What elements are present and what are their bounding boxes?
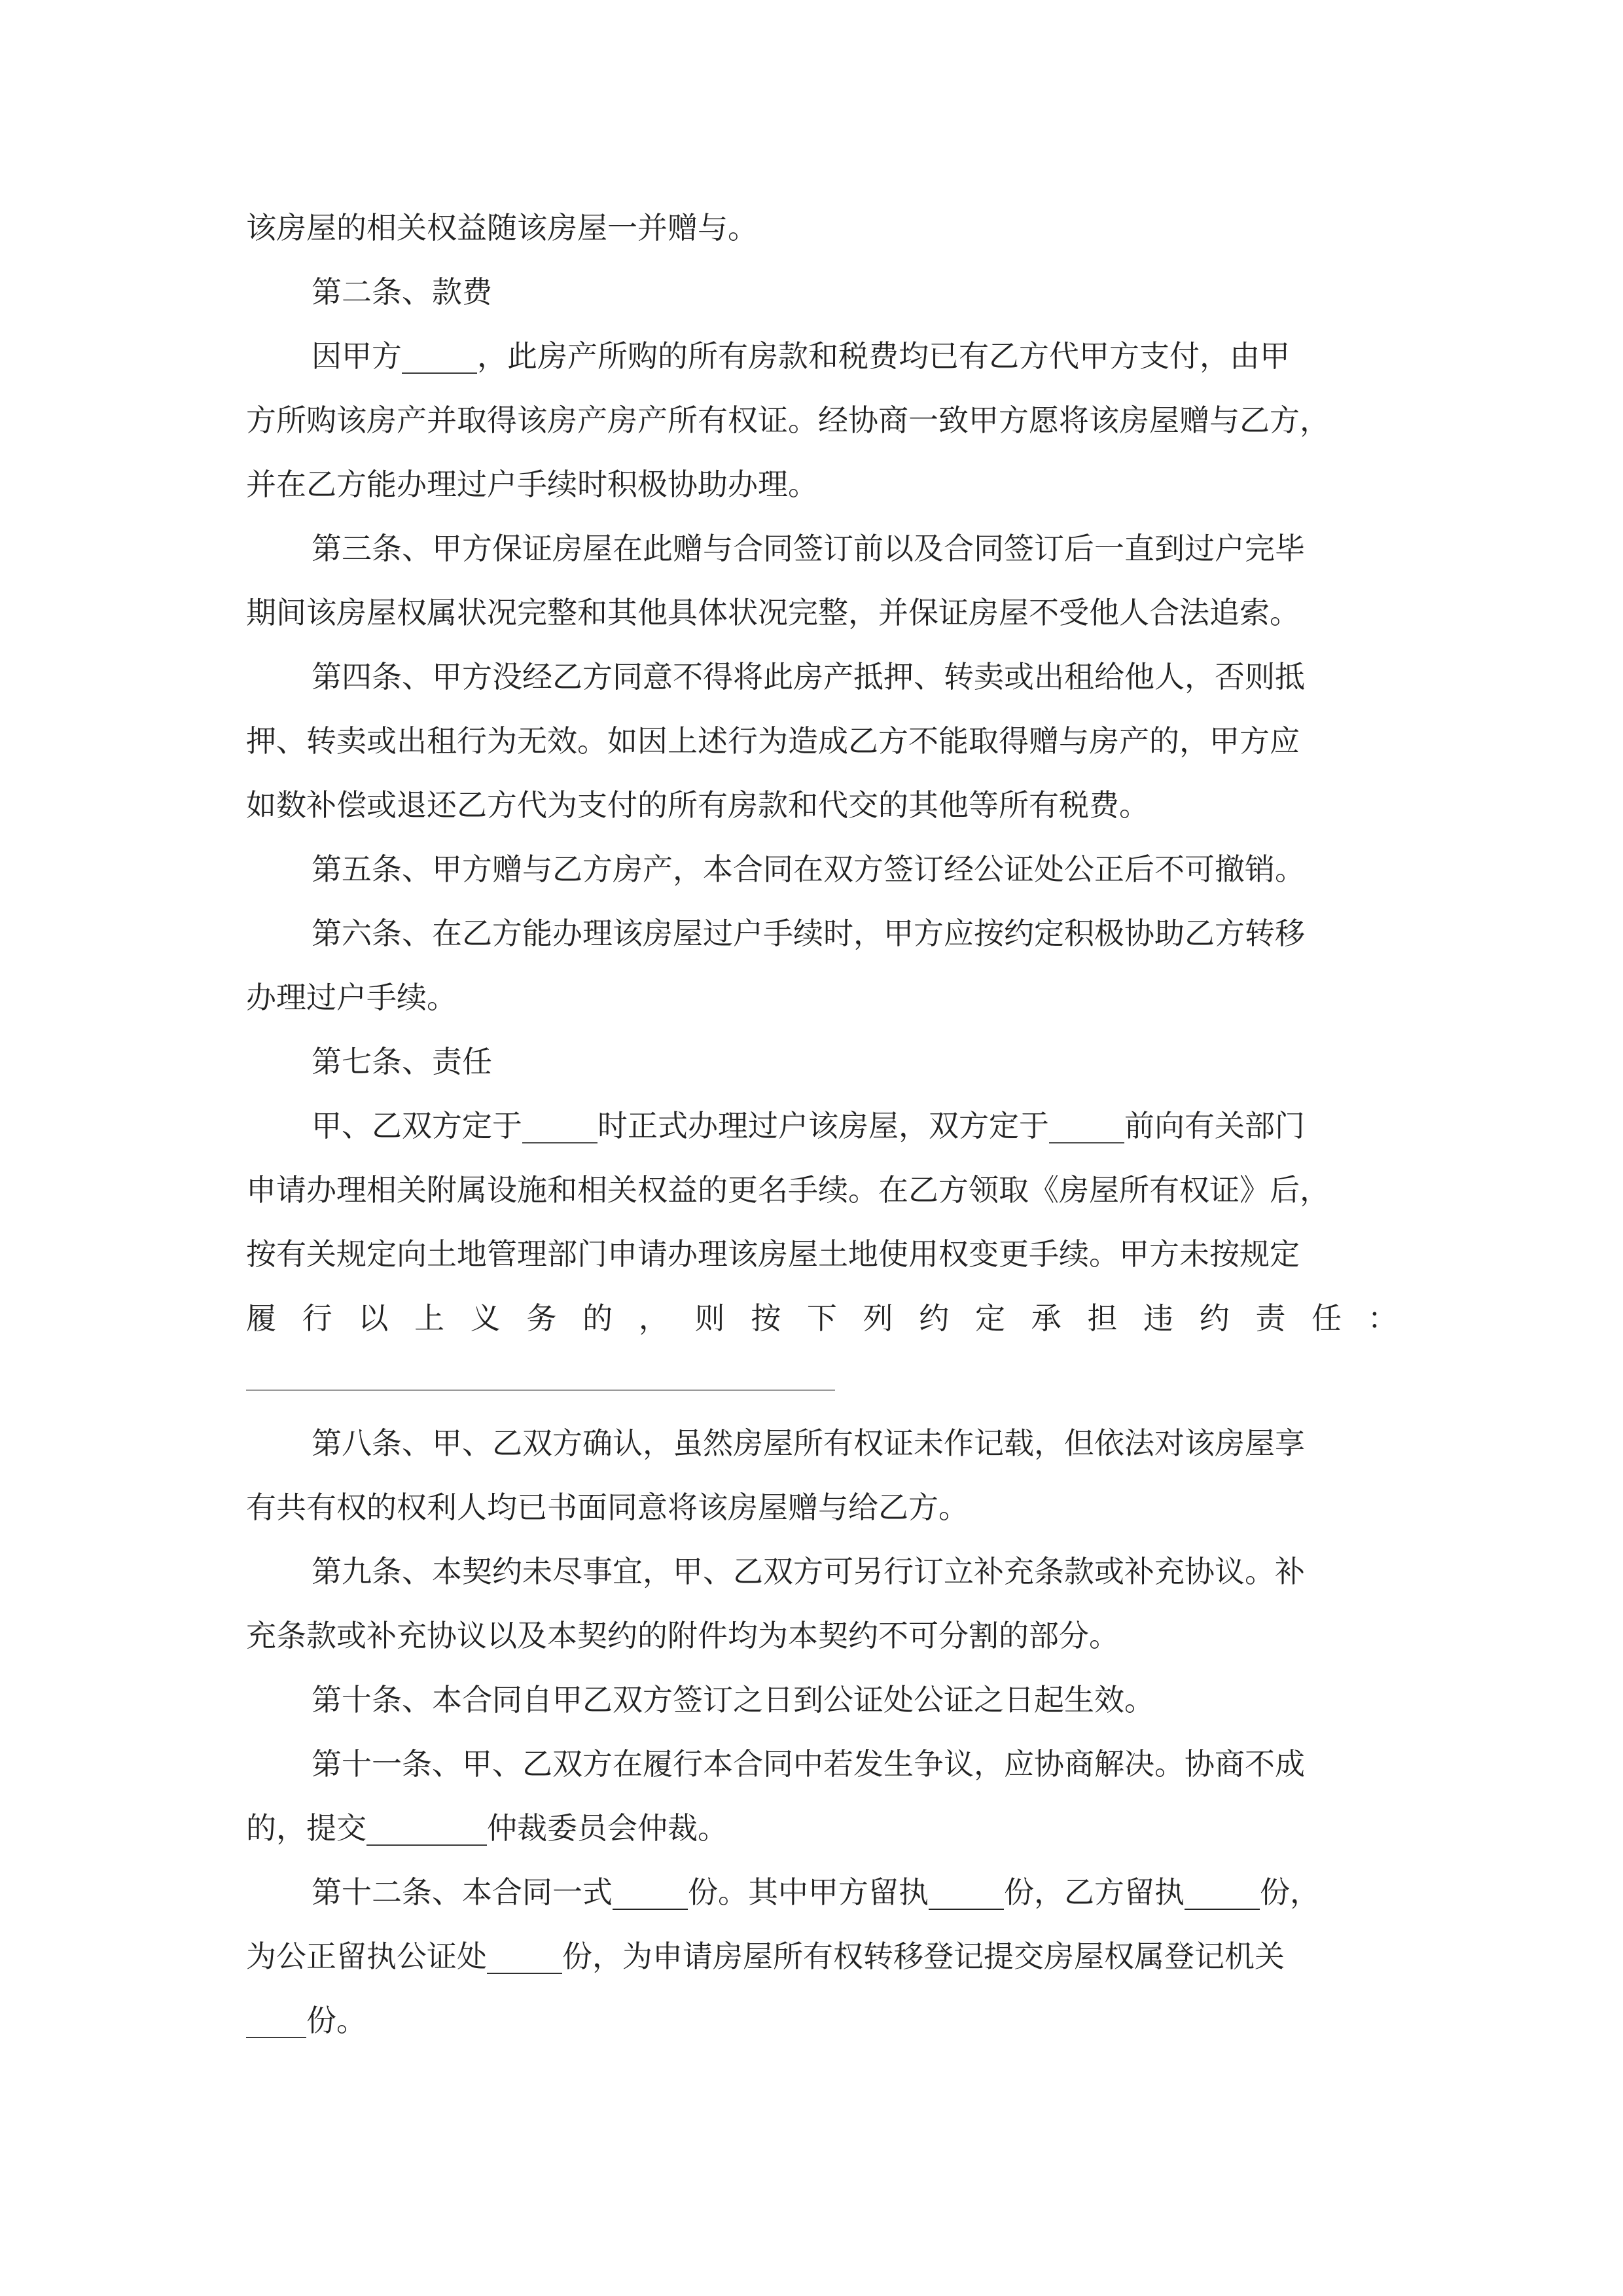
paragraph-line: 因甲方_____，此房产所购的所有房款和税费均已有乙方代甲方支付，由甲 bbox=[312, 338, 1290, 374]
paragraph-line: 第九条、本契约未尽事宜，甲、乙双方可另行订立补充条款或补充协议。补 bbox=[312, 1554, 1305, 1589]
paragraph-line: 第六条、在乙方能办理该房屋过户手续时，甲方应按约定积极协助乙方转移 bbox=[312, 916, 1305, 951]
section-heading: 第七条、责任 bbox=[312, 1044, 492, 1079]
paragraph-line: 第十二条、本合同一式_____份。其中甲方留执_____份，乙方留执_____份， bbox=[312, 1874, 1320, 1910]
paragraph-line: 第五条、甲方赠与乙方房产，本合同在双方签订经公证处公正后不可撤销。 bbox=[312, 852, 1305, 887]
paragraph-line: 第八条、甲、乙双方确认，虽然房屋所有权证未作记载，但依法对该房屋享 bbox=[312, 1426, 1305, 1461]
paragraph-line: 办理过户手续。 bbox=[246, 980, 457, 1015]
paragraph-line: 为公正留执公证处_____份，为申请房屋所有权转移登记提交房屋权属登记机关 bbox=[246, 1939, 1285, 1974]
spaced-char: 约 bbox=[1199, 1300, 1230, 1336]
paragraph-line: 第十条、本合同自甲乙双方签订之日到公证处公证之日起生效。 bbox=[312, 1682, 1154, 1717]
spaced-char: 担 bbox=[1087, 1300, 1118, 1336]
section-heading: 第二条、款费 bbox=[312, 274, 492, 310]
spaced-char: 列 bbox=[863, 1300, 893, 1336]
paragraph-line: 方所购该房产并取得该房产房产所有权证。经协商一致甲方愿将该房屋赠与乙方， bbox=[246, 403, 1330, 438]
spaced-char: 按 bbox=[751, 1300, 781, 1336]
spaced-char: 责 bbox=[1255, 1300, 1286, 1336]
paragraph-line: 甲、乙双方定于_____时正式办理过户该房屋，双方定于_____前向有关部门 bbox=[312, 1108, 1305, 1143]
paragraph-line: 申请办理相关附属设施和相关权益的更名手续。在乙方领取《房屋所有权证》后， bbox=[246, 1172, 1330, 1208]
spaced-char: 定 bbox=[974, 1300, 1005, 1336]
paragraph-line: 第四条、甲方没经乙方同意不得将此房产抵押、转卖或出租给他人，否则抵 bbox=[312, 659, 1305, 694]
spaced-char: ： bbox=[1367, 1300, 1398, 1336]
spaced-char: 履 bbox=[246, 1300, 276, 1336]
spaced-char: 以 bbox=[358, 1300, 389, 1336]
paragraph-line: 如数补偿或退还乙方代为支付的所有房款和代交的其他等所有税费。 bbox=[246, 787, 1149, 823]
spaced-char: 约 bbox=[919, 1300, 950, 1336]
spaced-char: 违 bbox=[1143, 1300, 1173, 1336]
spaced-char: 上 bbox=[414, 1300, 445, 1336]
paragraph-line: 并在乙方能办理过户手续时积极协助办理。 bbox=[246, 467, 818, 502]
spaced-char: 的 bbox=[582, 1300, 613, 1336]
paragraph-line: 有共有权的权利人均已书面同意将该房屋赠与给乙方。 bbox=[246, 1490, 969, 1525]
spaced-char: 任 bbox=[1311, 1300, 1342, 1336]
paragraph-line: 第十一条、甲、乙双方在履行本合同中若发生争议，应协商解决。协商不成 bbox=[312, 1746, 1305, 1782]
spaced-char: ， bbox=[638, 1300, 669, 1336]
spaced-paragraph-line bbox=[246, 1299, 1398, 1338]
spaced-char: 义 bbox=[470, 1300, 501, 1336]
paragraph-line: 的，提交________仲裁委员会仲裁。 bbox=[246, 1810, 728, 1846]
paragraph-line: ____份。 bbox=[246, 2003, 366, 2038]
blank-rule bbox=[246, 1390, 835, 1391]
paragraph-line: 期间该房屋权属状况完整和其他具体状况完整，并保证房屋不受他人合法追索。 bbox=[246, 595, 1300, 630]
paragraph-line: 第三条、甲方保证房屋在此赠与合同签订前以及合同签订后一直到过户完毕 bbox=[312, 531, 1305, 566]
paragraph-line: 充条款或补充协议以及本契约的附件均为本契约不可分割的部分。 bbox=[246, 1618, 1119, 1653]
paragraph-line: 按有关规定向土地管理部门申请办理该房屋土地使用权变更手续。甲方未按规定 bbox=[246, 1236, 1300, 1272]
spaced-char: 行 bbox=[302, 1300, 332, 1336]
spaced-char: 则 bbox=[694, 1300, 725, 1336]
spaced-char: 下 bbox=[806, 1300, 837, 1336]
spaced-char: 承 bbox=[1031, 1300, 1061, 1336]
paragraph-line: 该房屋的相关权益随该房屋一并赠与。 bbox=[246, 210, 758, 245]
paragraph-line: 押、转卖或出租行为无效。如因上述行为造成乙方不能取得赠与房产的，甲方应 bbox=[246, 723, 1300, 759]
spaced-char: 务 bbox=[526, 1300, 557, 1336]
